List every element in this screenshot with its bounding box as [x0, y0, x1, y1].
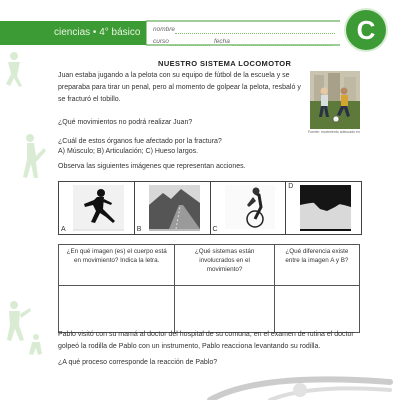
question-1: ¿Qué movimientos no podrá realizar Juan?	[58, 119, 193, 126]
table-header-images: ¿En qué imagen (es) el cuerpo está en movimiento? Indica la letra.	[59, 245, 175, 286]
name-field[interactable]	[175, 33, 335, 34]
reflex-paragraph: Pablo visitó con su mamá al doctor del hospital de su comuna, en el examen de rutina el doctor golpeó la rodilla de Pablo con un instrumento, Pablo reacciona levantando su rodilla.	[58, 331, 354, 350]
name-label: nombre	[153, 26, 176, 33]
date-label: fecha	[214, 38, 230, 45]
jumping-silhouette-image	[300, 185, 351, 231]
answer-table	[58, 244, 360, 333]
image-letter-d: D	[288, 183, 294, 190]
cyclist-image	[225, 185, 276, 231]
instruction-text: Observa las siguientes imágenes que representan acciones.	[58, 163, 246, 170]
table-header-difference: ¿Qué diferencia existe entre la imagen A y B?	[274, 245, 359, 286]
dancer-figure-icon	[23, 134, 46, 178]
image-cell-a	[59, 182, 135, 234]
answer-cell-images[interactable]	[59, 286, 175, 333]
table-header-row	[59, 245, 360, 286]
action-images-row	[58, 181, 362, 235]
course-label: curso	[153, 38, 169, 45]
answer-cell-systems[interactable]	[175, 286, 274, 333]
subject-name: ciencias	[54, 27, 91, 38]
question-2-options: A) Músculo; B) Articulación; C) Hueso largos.	[58, 148, 199, 155]
image-letter-c: C	[212, 226, 218, 233]
skeleton-decoration	[200, 370, 400, 400]
image-cell-b	[135, 182, 211, 234]
runner-figure-icon	[6, 52, 22, 87]
table-header-systems: ¿Qué sistemas están involucrados en el movimiento?	[175, 245, 274, 286]
football-scene-image	[310, 71, 360, 129]
course-field[interactable]	[170, 45, 210, 46]
level-badge: C	[346, 10, 386, 50]
injured-player-photo	[310, 71, 360, 129]
road-landscape-image	[149, 185, 200, 231]
image-letter-a: A	[61, 226, 66, 233]
table-answer-row	[59, 286, 360, 333]
image-letter-b: B	[136, 226, 142, 233]
date-field[interactable]	[232, 45, 332, 46]
athlete-figure-icon	[7, 301, 31, 341]
answer-cell-difference[interactable]	[274, 286, 359, 333]
intro-paragraph: Juan estaba jugando a la pelota con su equipo de fútbol de la escuela y se preparaba para tirar un penal, pero al momento de golpear la pelota, resbaló y se fracturó el tobillo.	[58, 72, 301, 103]
image-cell-c	[211, 182, 287, 234]
running-silhouette-image	[73, 185, 124, 231]
jumper-figure-icon	[29, 334, 42, 355]
grade-label: 4° básico	[99, 27, 141, 38]
side-decoration	[0, 50, 55, 360]
question-2: ¿Cuál de estos órganos fue afectado por la fractura?	[58, 138, 222, 145]
image-cell-d	[286, 182, 361, 234]
photo-caption: Fuente: movimiento adecuado en	[308, 130, 360, 134]
worksheet-title: NUESTRO SISTEMA LOCOMOTOR	[158, 59, 292, 68]
question-3: ¿A qué proceso corresponde la reacción de Pablo?	[58, 359, 218, 366]
subject-label	[54, 27, 140, 38]
subject-separator: •	[92, 27, 97, 38]
header	[0, 0, 400, 48]
